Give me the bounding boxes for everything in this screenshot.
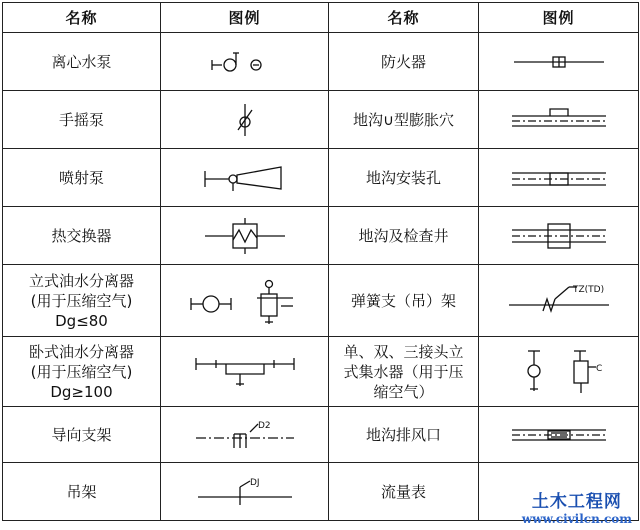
watermark (522, 487, 632, 526)
symbol-name: 热交换器 (3, 207, 161, 265)
centrifugal-pump-icon (200, 47, 290, 77)
vertical-collector-icon (504, 347, 614, 397)
collector-label: C (595, 363, 602, 374)
table-row (3, 207, 639, 265)
spring-support-icon (499, 281, 619, 321)
spring-support-label: TZ(TD) (572, 284, 604, 295)
table-row (3, 33, 639, 91)
symbol-name: 卧式油水分离器 (用于压缩空气) Dg≥100 (3, 337, 161, 407)
symbol-name: 防火器 (329, 33, 479, 91)
header-name-left: 名称 (3, 3, 161, 33)
fire-arrester-icon (504, 47, 614, 77)
legend-table (2, 2, 639, 521)
symbol-name: 离心水泵 (3, 33, 161, 91)
table-row (3, 407, 639, 463)
symbol-name: 喷射泵 (3, 149, 161, 207)
trench-inspection-well-icon (504, 218, 614, 254)
symbol-name: 地沟及检查井 (329, 207, 479, 265)
jet-pump-icon (195, 161, 295, 195)
guide-support-label: D2 (257, 420, 271, 431)
trench-vent-icon (504, 420, 614, 450)
header-name-right: 名称 (329, 3, 479, 33)
hanger-icon (190, 475, 300, 509)
symbol-name: 流量表 (329, 463, 479, 521)
symbol-name: 弹簧支（吊）架 (329, 265, 479, 337)
symbol-name: 立式油水分离器 (用于压缩空气) Dg≤80 (3, 265, 161, 337)
header-symbol-right: 图例 (479, 3, 639, 33)
table-row (3, 337, 639, 407)
symbol-name: 导向支架 (3, 407, 161, 463)
symbol-name: 地沟排风口 (329, 407, 479, 463)
vertical-oil-water-separator-icon (185, 276, 305, 326)
symbol-name: 手摇泵 (3, 91, 161, 149)
guide-support-icon (190, 418, 300, 452)
watermark-title: 土木工程网 (531, 492, 622, 512)
symbol-name: 单、双、三接头立 式集水器（用于压 缩空气） (329, 337, 479, 407)
table-row (3, 149, 639, 207)
horizontal-oil-water-separator-icon (190, 350, 300, 394)
table-row (3, 265, 639, 337)
table-row (3, 91, 639, 149)
symbol-name: 地沟∪型膨胀穴 (329, 91, 479, 149)
symbol-name: 地沟安装孔 (329, 149, 479, 207)
watermark-url: www.civilcn.com (521, 512, 632, 526)
hanger-label: DJ (249, 477, 260, 488)
hand-pump-icon (200, 100, 290, 140)
heat-exchanger-icon (195, 216, 295, 256)
trench-install-hole-icon (504, 161, 614, 195)
symbol-name: 吊架 (3, 463, 161, 521)
header-symbol-left: 图例 (161, 3, 329, 33)
header-row (3, 3, 639, 33)
trench-u-expansion-icon (504, 103, 614, 137)
